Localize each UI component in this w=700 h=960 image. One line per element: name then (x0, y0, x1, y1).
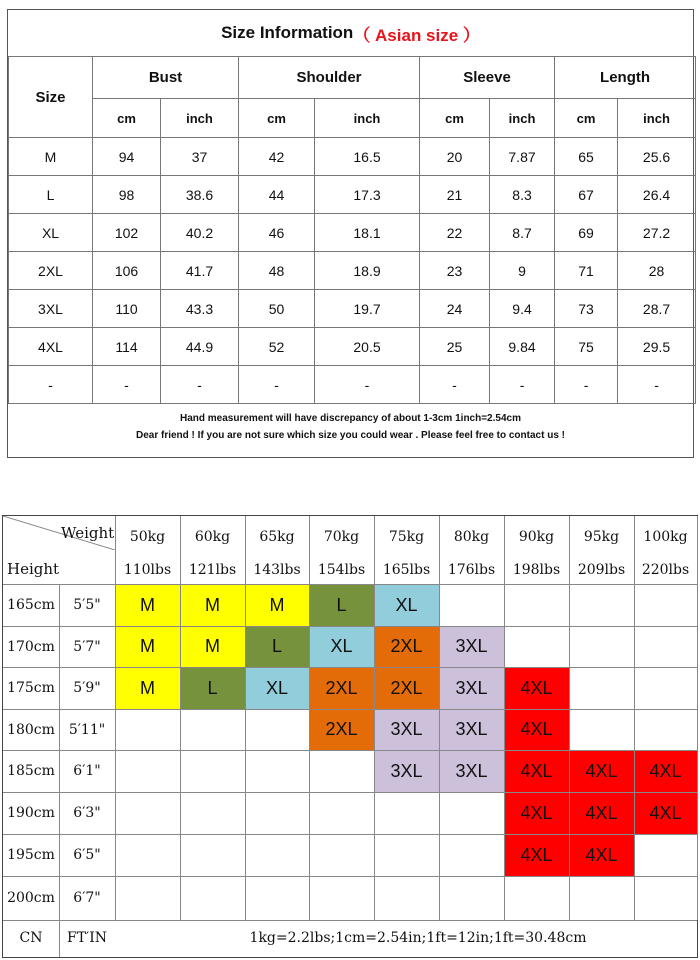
size-cell: 4XL (504, 750, 569, 792)
note-line-contact: Dear friend ! If you are not sure which size you could wear . Please feel free to contact us ! (135, 430, 565, 441)
weight-kg-header: 90kg (518, 529, 555, 545)
size-cell: 2XL (309, 667, 374, 709)
measurement-cell: 98 (93, 176, 161, 214)
empty-cell (569, 584, 634, 626)
empty-cell (439, 792, 504, 834)
height-ftin-label: 5′7" (73, 638, 101, 655)
measurement-cell: - (555, 366, 618, 404)
empty-cell (180, 792, 245, 834)
empty-cell (115, 876, 180, 920)
height-cm-label: 200cm (7, 890, 55, 906)
empty-cell (569, 709, 634, 750)
weight-kg-header: 100kg (643, 529, 688, 545)
empty-cell (180, 876, 245, 920)
height-ftin-label: 5′9" (73, 680, 101, 696)
grid-line (3, 876, 697, 877)
measurement-note (8, 397, 693, 457)
weight-lbs-header: 176lbs (447, 562, 496, 578)
size-cell: M (115, 584, 180, 626)
measurement-cell: 106 (93, 252, 161, 290)
size-cell: M (180, 626, 245, 667)
size-cell: L (245, 626, 309, 667)
measurement-cell: 9.84 (490, 328, 555, 366)
footer-ftin-label: FT′IN (66, 930, 107, 946)
weight-lbs-header: 220lbs (641, 562, 690, 578)
empty-cell (374, 792, 439, 834)
measurement-cell: 16.5 (315, 138, 420, 176)
height-cm-label: 165cm (7, 597, 55, 613)
empty-cell (634, 667, 697, 709)
size-cell: 4XL (569, 834, 634, 876)
empty-cell (634, 626, 697, 667)
size-cell: 3XL (439, 667, 504, 709)
measurement-cell: 67 (555, 176, 618, 214)
height-weight-size-chart (2, 515, 698, 958)
measurement-cell: 48 (239, 252, 315, 290)
size-header: Size (9, 57, 93, 138)
empty-cell (634, 834, 697, 876)
weight-lbs-header: 121lbs (188, 562, 237, 578)
length-header: Length (555, 57, 696, 99)
measurement-cell: - (161, 366, 239, 404)
height-ftin-label: 6′5" (73, 847, 101, 863)
size-cell: 4XL (569, 750, 634, 792)
measurement-cell: 40.2 (161, 214, 239, 252)
grid-line (3, 626, 697, 627)
empty-cell (115, 750, 180, 792)
measurement-cell: 17.3 (315, 176, 420, 214)
size-cell: XL (374, 584, 439, 626)
empty-cell (309, 834, 374, 876)
empty-cell (115, 709, 180, 750)
measurement-cell: 50 (239, 290, 315, 328)
empty-cell (245, 876, 309, 920)
weight-lbs-header: 154lbs (317, 562, 366, 578)
measurement-cell: 44.9 (161, 328, 239, 366)
measurement-cell: 25.6 (618, 138, 696, 176)
size-cell: 3XL (439, 626, 504, 667)
grid-line (245, 516, 246, 920)
measurement-cell: 23 (420, 252, 490, 290)
height-ftin-label: 5′11" (68, 721, 106, 738)
weight-kg-header: 50kg (129, 529, 166, 545)
unit-header: inch (490, 99, 555, 138)
measurement-cell: 52 (239, 328, 315, 366)
measurement-cell: 73 (555, 290, 618, 328)
empty-cell (374, 834, 439, 876)
grid-line (504, 516, 505, 920)
size-label-cell: L (9, 176, 93, 214)
weight-lbs-header: 110lbs (123, 562, 172, 578)
measurement-cell: 21 (420, 176, 490, 214)
measurements-table (8, 56, 696, 404)
weight-kg-header: 95kg (583, 529, 620, 545)
size-cell: 3XL (439, 709, 504, 750)
size-cell: M (245, 584, 309, 626)
measurement-row (9, 328, 696, 366)
measurement-cell: 8.3 (490, 176, 555, 214)
size-cell: 4XL (504, 667, 569, 709)
measurement-cell: 24 (420, 290, 490, 328)
footer-cn-label: CN (19, 930, 43, 946)
size-cell: XL (309, 626, 374, 667)
measurement-row (9, 176, 696, 214)
measurement-cell: - (618, 366, 696, 404)
empty-cell (569, 876, 634, 920)
measurement-cell: 29.5 (618, 328, 696, 366)
measurement-cell: 43.3 (161, 290, 239, 328)
measurement-cell: 22 (420, 214, 490, 252)
grid-line (309, 516, 310, 920)
bust-header: Bust (93, 57, 239, 99)
empty-cell (309, 750, 374, 792)
measurement-cell: 38.6 (161, 176, 239, 214)
size-cell: 3XL (439, 750, 504, 792)
size-cell: M (115, 626, 180, 667)
sleeve-header: Sleeve (420, 57, 555, 99)
empty-cell (439, 584, 504, 626)
measurement-cell: 42 (239, 138, 315, 176)
measurement-cell: - (315, 366, 420, 404)
shoulder-header: Shoulder (239, 57, 420, 99)
size-label-cell: 2XL (9, 252, 93, 290)
size-cell: 3XL (374, 750, 439, 792)
height-cm-label: 170cm (7, 638, 55, 655)
weight-lbs-header: 209lbs (577, 562, 626, 578)
measurement-cell: 26.4 (618, 176, 696, 214)
grid-line (3, 750, 697, 751)
measurement-row (9, 214, 696, 252)
measurement-cell: 41.7 (161, 252, 239, 290)
measurement-cell: 19.7 (315, 290, 420, 328)
empty-cell (180, 750, 245, 792)
size-cell: 4XL (504, 709, 569, 750)
size-cell: 4XL (504, 792, 569, 834)
size-label-cell: 3XL (9, 290, 93, 328)
height-cm-label: 175cm (7, 680, 55, 696)
measurement-cell: 9.4 (490, 290, 555, 328)
size-label-cell: 4XL (9, 328, 93, 366)
weight-lbs-header: 143lbs (253, 562, 301, 578)
size-label-cell: - (9, 366, 93, 404)
weight-kg-header: 60kg (194, 529, 231, 545)
size-information-title (8, 10, 693, 57)
measurement-cell: 9 (490, 252, 555, 290)
conversion-note: 1kg=2.2lbs;1cm=2.54in;1ft=12in;1ft=30.48cm (249, 930, 587, 946)
grid-line (3, 667, 697, 668)
grid-line (3, 709, 697, 710)
unit-header: inch (161, 99, 239, 138)
grid-line (3, 584, 697, 585)
unit-header: cm (93, 99, 161, 138)
height-ftin-label: 6′1" (73, 763, 101, 779)
height-ftin-label: 6′3" (73, 805, 101, 821)
title-main: Size Information (221, 23, 354, 42)
note-line-discrepancy: Hand measurement will have discrepancy of about 1-3cm 1inch=2.54cm (180, 413, 521, 424)
measurement-cell: 94 (93, 138, 161, 176)
grid-line (3, 792, 697, 793)
size-label-cell: M (9, 138, 93, 176)
empty-cell (504, 584, 569, 626)
empty-cell (439, 876, 504, 920)
grid-line (634, 516, 635, 920)
size-cell: 2XL (309, 709, 374, 750)
size-cell: 2XL (374, 626, 439, 667)
weight-kg-header: 75kg (388, 529, 425, 545)
size-cell: 2XL (374, 667, 439, 709)
measurement-cell: 27.2 (618, 214, 696, 252)
measurement-cell: 18.9 (315, 252, 420, 290)
height-cm-label: 190cm (7, 805, 55, 821)
measurement-row (9, 290, 696, 328)
empty-cell (245, 709, 309, 750)
size-cell: 4XL (634, 750, 697, 792)
empty-cell (309, 876, 374, 920)
empty-cell (180, 834, 245, 876)
unit-header: cm (420, 99, 490, 138)
size-cell: 4XL (634, 792, 697, 834)
height-ftin-label: 5′5" (73, 597, 101, 613)
measurement-cell: 37 (161, 138, 239, 176)
empty-cell (309, 792, 374, 834)
empty-cell (634, 876, 697, 920)
empty-cell (180, 709, 245, 750)
weight-kg-header: 65kg (259, 529, 295, 545)
weight-kg-header: 70kg (323, 529, 360, 545)
empty-cell (569, 626, 634, 667)
grid-line (3, 834, 697, 835)
measurement-cell: 20 (420, 138, 490, 176)
unit-header: cm (555, 99, 618, 138)
grid-line (697, 516, 698, 920)
unit-header: inch (315, 99, 420, 138)
height-cm-label: 180cm (7, 721, 55, 738)
measurement-cell: 102 (93, 214, 161, 252)
grid-line (180, 516, 181, 920)
measurement-cell: 65 (555, 138, 618, 176)
height-ftin-label: 6′7" (73, 890, 101, 906)
size-cell: L (180, 667, 245, 709)
measurement-row (9, 252, 696, 290)
measurement-cell: - (490, 366, 555, 404)
grid-line (569, 516, 570, 920)
measurement-cell: 71 (555, 252, 618, 290)
empty-cell (569, 667, 634, 709)
title-asian-size: （ Asian size ） (353, 25, 480, 45)
measurement-cell: 44 (239, 176, 315, 214)
measurement-cell: 28 (618, 252, 696, 290)
measurement-cell: 69 (555, 214, 618, 252)
measurement-cell: - (239, 366, 315, 404)
measurement-cell: - (420, 366, 490, 404)
measurement-cell: 7.87 (490, 138, 555, 176)
measurement-cell: 18.1 (315, 214, 420, 252)
measurement-cell: 20.5 (315, 328, 420, 366)
weight-axis-label: Weight (61, 524, 115, 542)
weight-lbs-header: 165lbs (382, 562, 431, 578)
height-cm-label: 185cm (7, 763, 55, 779)
measurement-row (9, 138, 696, 176)
grid-line (115, 516, 116, 920)
size-cell: 4XL (569, 792, 634, 834)
measurement-cell: 110 (93, 290, 161, 328)
grid-line (59, 584, 60, 957)
empty-cell (634, 584, 697, 626)
measurement-cell: 8.7 (490, 214, 555, 252)
weight-lbs-header: 198lbs (512, 562, 561, 578)
measurement-cell: 46 (239, 214, 315, 252)
empty-cell (115, 834, 180, 876)
weight-kg-header: 80kg (453, 529, 490, 545)
empty-cell (504, 876, 569, 920)
unit-header: cm (239, 99, 315, 138)
measurement-cell: 28.7 (618, 290, 696, 328)
size-cell: M (115, 667, 180, 709)
empty-cell (245, 750, 309, 792)
measurement-cell: - (93, 366, 161, 404)
height-cm-label: 195cm (7, 847, 55, 863)
empty-cell (634, 709, 697, 750)
empty-cell (245, 834, 309, 876)
grid-line (374, 516, 375, 920)
size-information-table (7, 9, 694, 458)
height-axis-label: Height (7, 560, 60, 578)
measurement-cell: 114 (93, 328, 161, 366)
empty-cell (374, 876, 439, 920)
size-label-cell: XL (9, 214, 93, 252)
empty-cell (245, 792, 309, 834)
measurement-cell: 25 (420, 328, 490, 366)
size-cell: M (180, 584, 245, 626)
size-cell: XL (245, 667, 309, 709)
empty-cell (504, 626, 569, 667)
size-cell: 4XL (504, 834, 569, 876)
size-cell: 3XL (374, 709, 439, 750)
unit-header: inch (618, 99, 696, 138)
measurement-cell: 75 (555, 328, 618, 366)
grid-line (439, 516, 440, 920)
empty-cell (439, 834, 504, 876)
size-cell: L (309, 584, 374, 626)
empty-cell (115, 792, 180, 834)
